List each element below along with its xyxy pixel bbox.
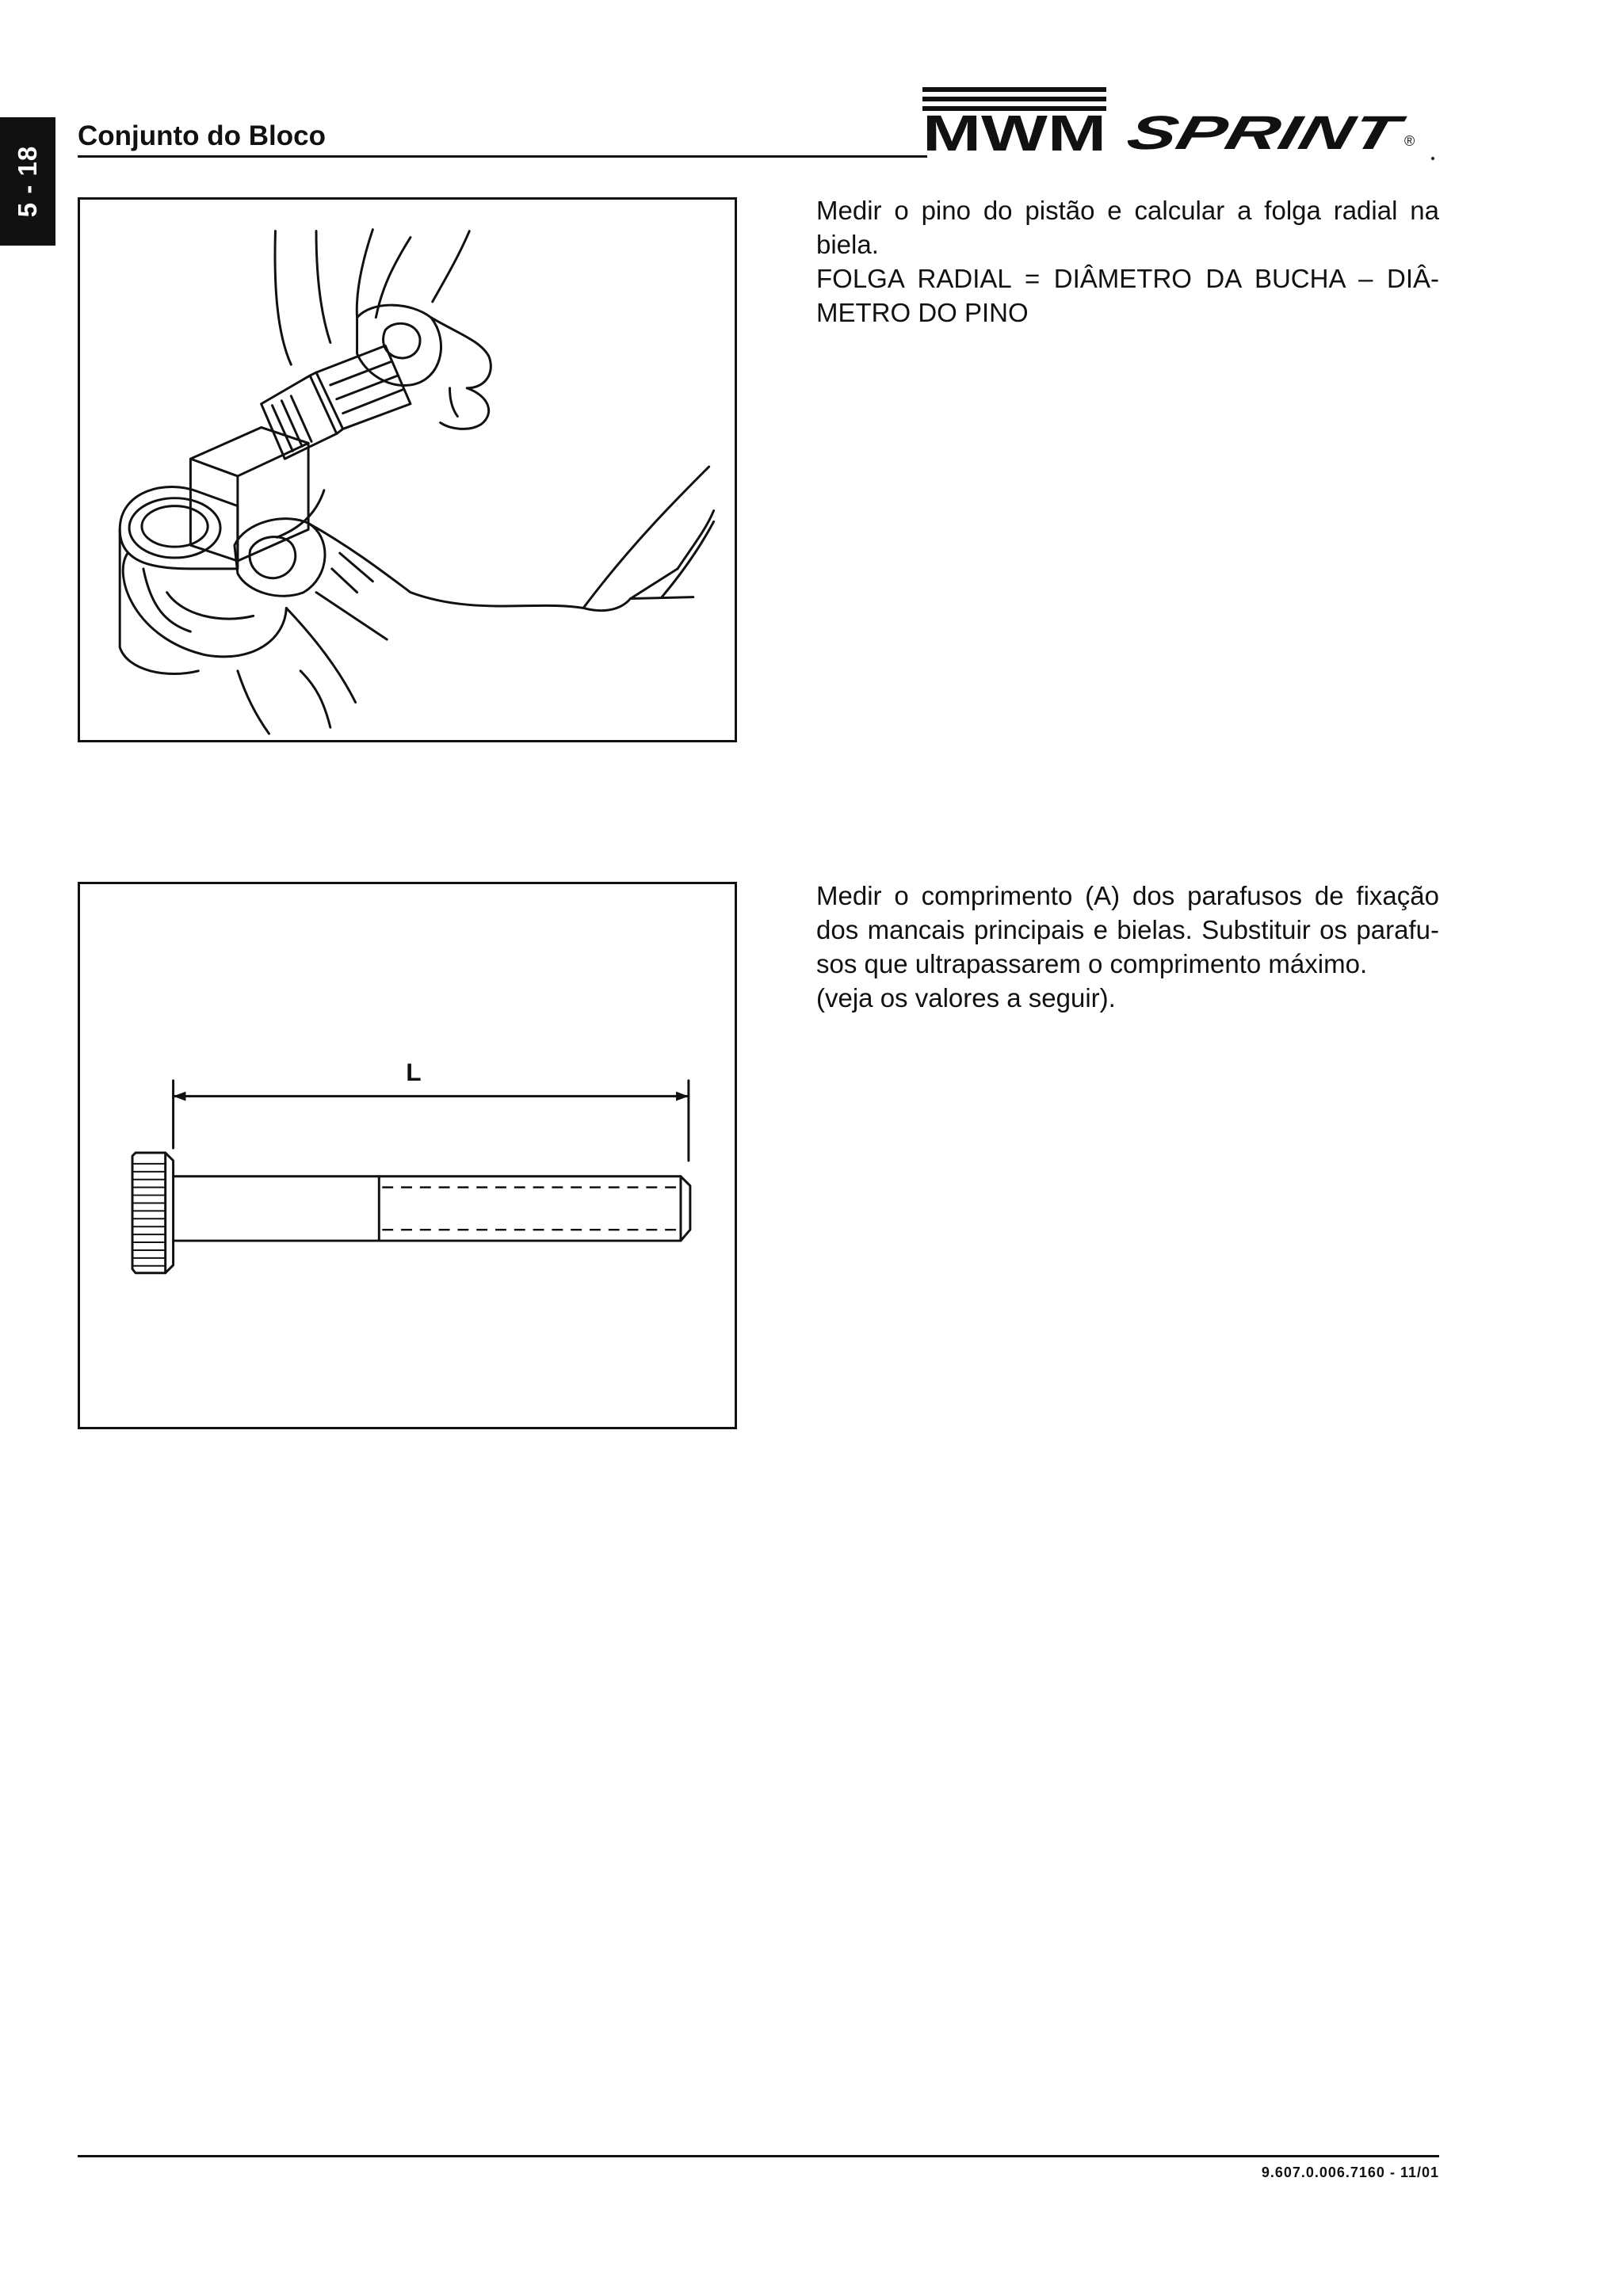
document-code: 9.607.0.006.7160 - 11/01 xyxy=(1261,2164,1439,2180)
text-line: Medir o pino do pistão e calcular a folga radial na xyxy=(816,196,1439,225)
logo-brand: MWM xyxy=(922,105,1106,162)
logo-model: SPRINT xyxy=(1121,105,1310,159)
figure-bolt-length xyxy=(78,882,737,1429)
page-number-tab xyxy=(0,117,55,246)
figure-micrometer xyxy=(78,197,737,742)
logo-registered: ® xyxy=(1404,133,1415,149)
text-line: (veja os valores a seguir). xyxy=(816,983,1116,1013)
footer-divider xyxy=(78,2155,1439,2157)
paragraph-bolt-length xyxy=(816,879,1439,1015)
header-divider xyxy=(78,155,927,158)
mwm-sprint-logo xyxy=(922,86,1438,163)
section-title: Conjunto do Bloco xyxy=(78,120,326,151)
text-line: biela. xyxy=(816,230,879,259)
text-line: METRO DO PINO xyxy=(816,298,1029,327)
text-line: FOLGA RADIAL = DIÂMETRO DA BUCHA – DIÂ- xyxy=(816,264,1439,293)
text-line: dos mancais principais e bielas. Substituir os parafu- xyxy=(816,915,1439,944)
text-line: sos que ultrapassarem o comprimento máximo. xyxy=(816,949,1368,978)
text-line: Medir o comprimento (A) dos parafusos de fixação xyxy=(816,881,1439,910)
dimension-label: L xyxy=(406,1057,422,1086)
bolt-illustration xyxy=(80,884,735,1427)
micrometer-illustration xyxy=(80,200,735,740)
paragraph-pin-measure xyxy=(816,193,1439,330)
page-number: 5 - 18 xyxy=(13,145,43,218)
